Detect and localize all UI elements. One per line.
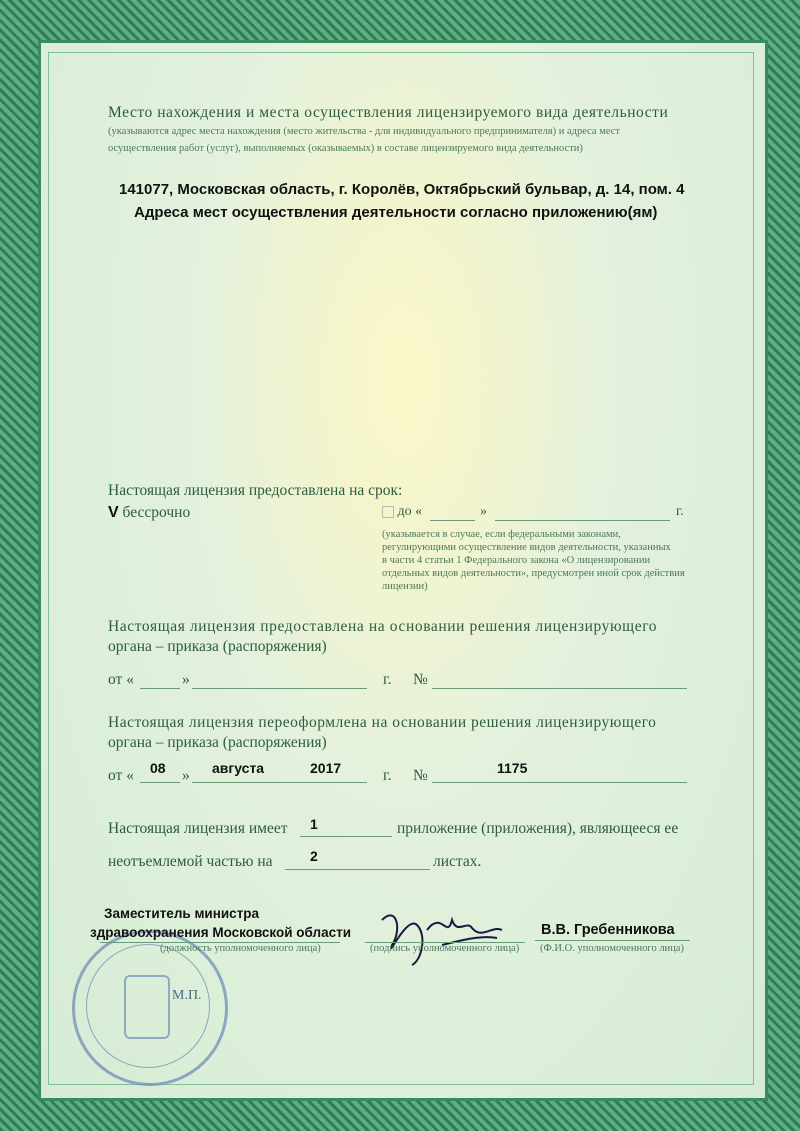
term-heading: Настоящая лицензия предоставлена на срок: <box>108 482 403 499</box>
reissue-line: органа – приказа (распоряжения) <box>108 734 327 751</box>
term-note: (указывается в случае, если федеральными законами, регулирующими осуществление видов деятельности, указанных в части 4 статьи 1 Федерального закона «О лицензировании отдельных видов деятельности», предусмотрен иной срок действия лицензии) <box>382 529 685 592</box>
reissue-close: » <box>182 767 190 784</box>
reissue-year: г. <box>383 767 392 784</box>
basis-close: » <box>182 671 190 688</box>
term-year-suffix: г. <box>676 504 684 519</box>
term-unlimited: бессрочно <box>122 504 191 521</box>
signatory-position: здравоохранения Московской области <box>90 925 352 940</box>
sheets-count: 2 <box>310 848 318 864</box>
reissue-number-label: № <box>413 767 428 784</box>
reissue-from: от « <box>108 767 134 784</box>
section-note: (указываются адрес места нахождения (место жительства - для индивидуального предпринимателя) и адреса мест <box>108 126 621 137</box>
signatory-position: Заместитель министра <box>104 906 260 921</box>
term-until-close: » <box>480 504 487 519</box>
basis-number-label: № <box>413 671 428 688</box>
basis-line: Настоящая лицензия предоставлена на основании решения лицензирующего <box>108 618 658 635</box>
reissue-day: 08 <box>150 760 166 776</box>
sheets-prefix: неотъемлемой частью на <box>108 853 273 870</box>
position-caption: (должность уполномоченного лица) <box>160 943 321 954</box>
reissue-month: августа <box>212 760 265 776</box>
check-mark-icon: V <box>108 504 119 521</box>
reissue-year-value: 2017 <box>310 760 342 776</box>
appendix-prefix: Настоящая лицензия имеет <box>108 820 288 837</box>
signature-caption: (подпись уполномоченного лица) <box>370 943 520 954</box>
signatory-name: В.В. Гребенникова <box>541 922 675 938</box>
checkbox-until[interactable] <box>382 506 394 518</box>
sheets-suffix: листах. <box>433 853 482 870</box>
stamp-label: М.П. <box>172 988 202 1003</box>
basis-year: г. <box>383 671 392 688</box>
address: 141077, Московская область, г. Королёв, Октябрьский бульвар, д. 14, пом. 4 <box>119 181 685 198</box>
basis-from: от « <box>108 671 134 688</box>
address-note: Адреса мест осуществления деятельности согласно приложению(ям) <box>134 204 658 221</box>
reissue-line: Настоящая лицензия переоформлена на основании решения лицензирующего <box>108 714 657 731</box>
basis-line: органа – приказа (распоряжения) <box>108 638 327 655</box>
coat-of-arms-icon <box>124 975 170 1039</box>
section-note: осуществления работ (услуг), выполняемых (оказываемых) в составе лицензируемого вида деятельности) <box>108 143 583 154</box>
term-until: до « <box>382 504 422 520</box>
section-title: Место нахождения и места осуществления лицензируемого вида деятельности <box>108 104 669 121</box>
signature-icon <box>372 900 512 970</box>
appendix-suffix: приложение (приложения), являющееся ее <box>397 820 679 837</box>
reissue-number: 1175 <box>497 760 528 776</box>
name-caption: (Ф.И.О. уполномоченного лица) <box>540 943 684 954</box>
appendix-count: 1 <box>310 816 318 832</box>
